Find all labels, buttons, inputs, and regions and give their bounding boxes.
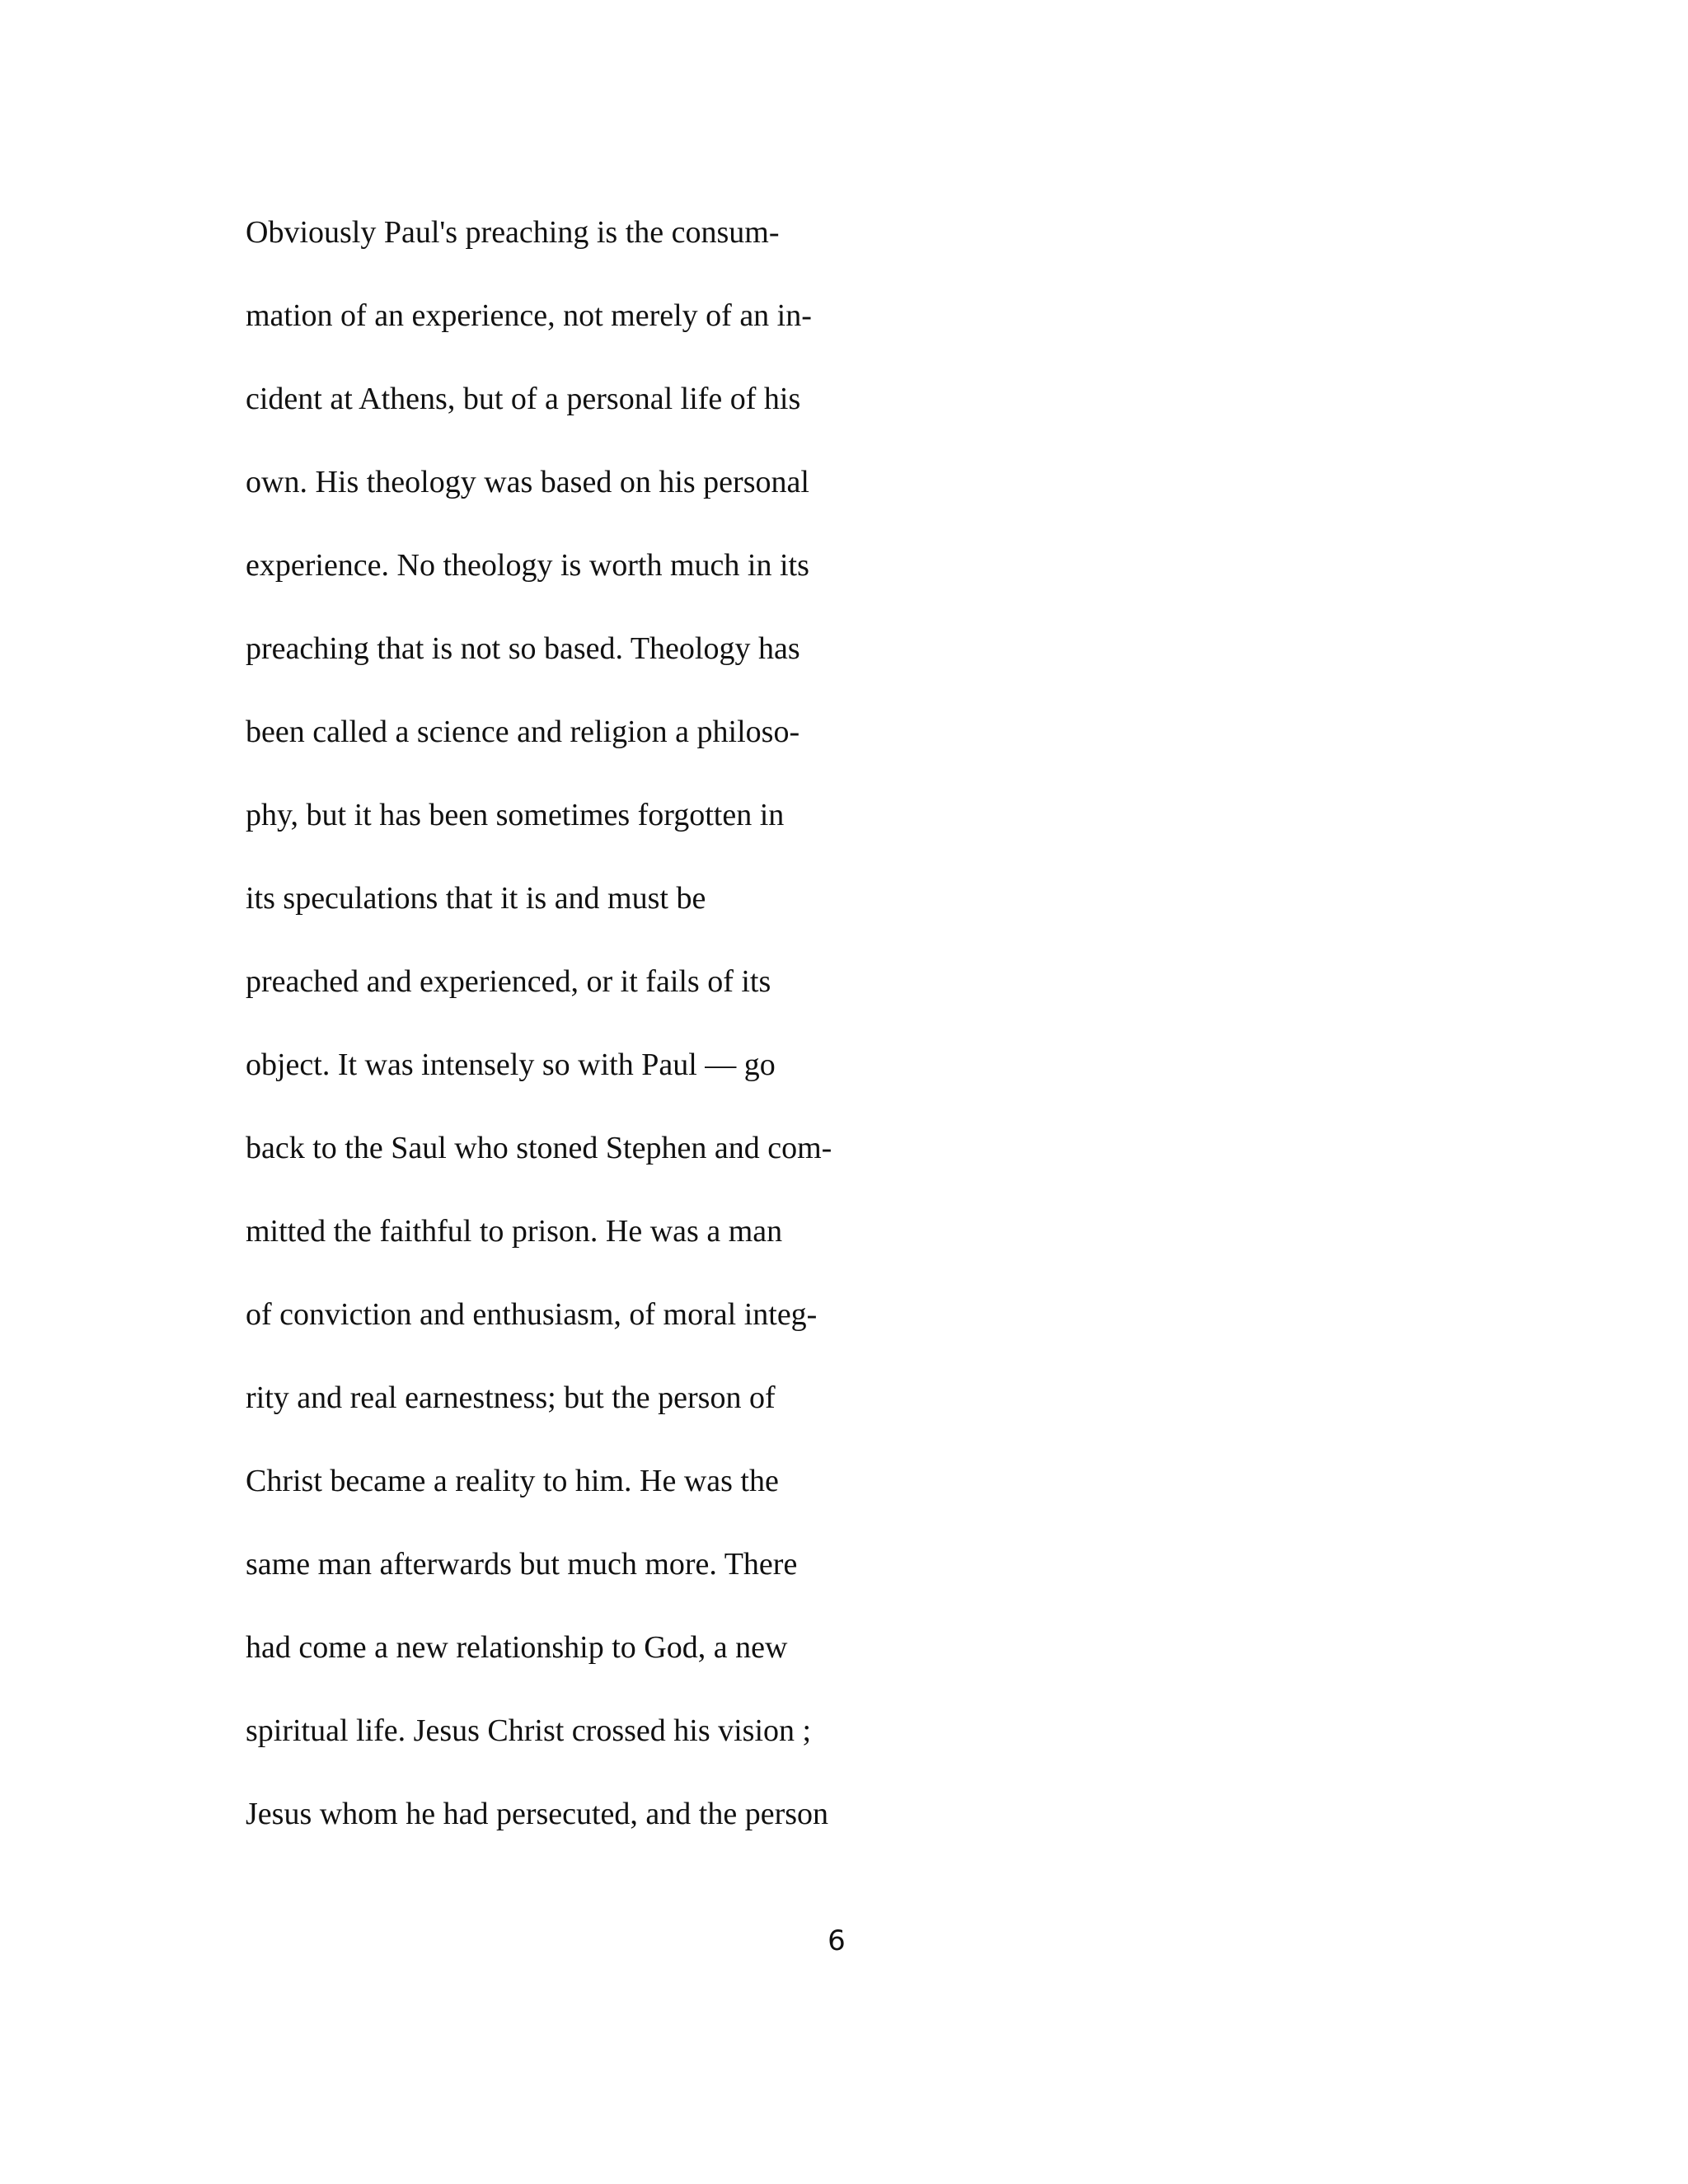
text-line: own. His theology was based on his personal [246, 465, 809, 499]
text-line: Obviously Paul's preaching is the consum- [246, 215, 780, 250]
text-line: had come a new relationship to God, a new [246, 1630, 788, 1665]
text-line: its speculations that it is and must be [246, 881, 706, 916]
text-line: preaching that is not so based. Theology has [246, 631, 800, 666]
text-line: of conviction and enthusiasm, of moral integ- [246, 1297, 818, 1332]
body-text [246, 191, 1276, 1856]
text-line: rity and real earnestness; but the person of [246, 1380, 776, 1415]
text-line: mation of an experience, not merely of an in- [246, 298, 812, 333]
text-line: Christ became a reality to him. He was the [246, 1464, 779, 1498]
text-line: phy, but it has been sometimes forgotten in [246, 798, 785, 832]
text-line: cident at Athens, but of a personal life of his [246, 382, 801, 416]
text-line: same man afterwards but much more. There [246, 1547, 798, 1582]
text-line: been called a science and religion a philoso- [246, 715, 800, 749]
page-number: 6 [828, 1924, 846, 1957]
text-line: Jesus whom he had persecuted, and the person [246, 1797, 829, 1831]
text-line: mitted the faithful to prison. He was a man [246, 1214, 783, 1249]
text-line: object. It was intensely so with Paul — go [246, 1047, 776, 1082]
text-line: experience. No theology is worth much in its [246, 548, 809, 583]
text-line: preached and experienced, or it fails of its [246, 964, 771, 999]
text-line: back to the Saul who stoned Stephen and com- [246, 1131, 832, 1165]
text-line: spiritual life. Jesus Christ crossed his vision ; [246, 1713, 812, 1748]
